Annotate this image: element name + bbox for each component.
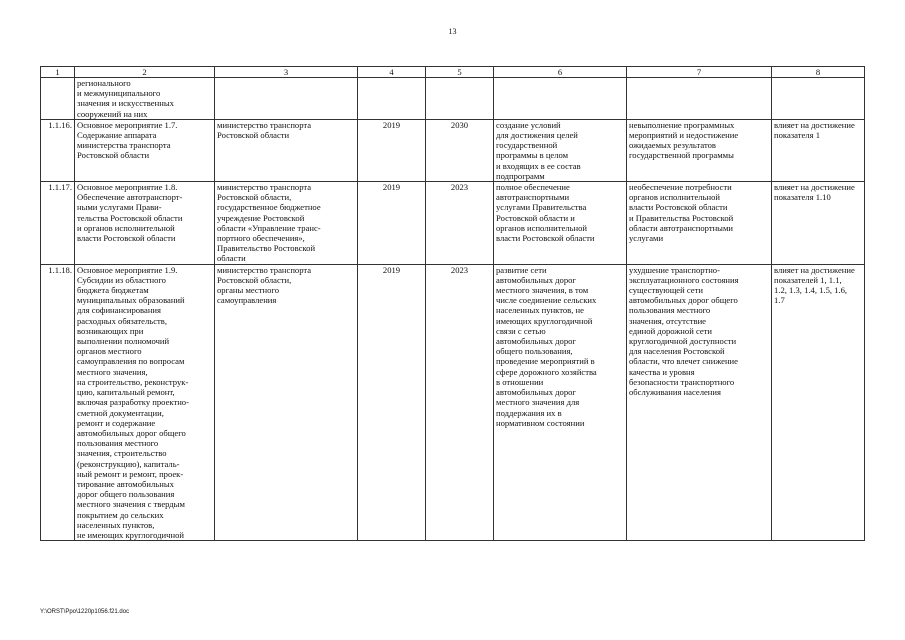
indicator-link-cell	[772, 78, 865, 120]
cell-line: и межмуниципального	[77, 88, 161, 99]
end-year-cell: 2023	[426, 182, 494, 265]
indicator-link-cell	[772, 119, 865, 181]
cell-line: тирование автомобильных	[77, 478, 174, 489]
cell-line: для населения Ростовской	[629, 346, 725, 357]
cell-line: значения, отсутствие	[629, 315, 706, 326]
cell-line: в отношении	[496, 376, 544, 387]
cell-line: полное обеспечение	[496, 182, 570, 193]
row-number-cell	[41, 78, 75, 120]
cell-line: влияет на достижение	[774, 182, 855, 193]
cell-line: государственной	[496, 140, 558, 151]
cell-line: существующей сети	[629, 285, 703, 296]
file-path-footer: Y:\ORST\Ppo\1220p1056.f21.doc	[40, 609, 130, 615]
cell-line: связи с сетью	[496, 325, 546, 336]
table-row	[41, 119, 865, 181]
cell-line: Ростовской области	[77, 150, 150, 161]
expected-result-cell	[494, 78, 627, 120]
cell-line: автотранспортными	[496, 192, 570, 203]
expected-result-cell	[494, 182, 627, 265]
measure-name-cell	[75, 182, 215, 265]
cell-line: не имеющих круглогодичной	[77, 529, 184, 540]
cell-line: влияет на достижение	[774, 264, 855, 275]
cell-line: сметной документации,	[77, 407, 164, 418]
measures-table	[40, 66, 865, 541]
cell-line: для достижения целей	[496, 130, 578, 141]
cell-line: местного значения для	[496, 397, 580, 408]
cell-line: поддержания их в	[496, 407, 562, 418]
cell-line: ожидаемых результатов	[629, 140, 716, 151]
executor-cell	[215, 78, 358, 120]
end-year-cell: 2030	[426, 119, 494, 181]
cell-line: местного значения с твердым	[77, 499, 185, 510]
cell-line: общего пользования,	[496, 346, 573, 357]
cell-line: государственной программы	[629, 150, 734, 161]
header-cell: 6	[494, 67, 627, 78]
cell-line: органы местного	[217, 285, 279, 296]
expected-result-cell	[494, 264, 627, 540]
table-row	[41, 264, 865, 540]
cell-line: услугами Правительства	[496, 202, 587, 213]
cell-line: (реконструкцию), капиталь-	[77, 458, 180, 469]
cell-line: Содержание аппарата	[77, 130, 157, 141]
executor-cell	[215, 264, 358, 540]
cell-line: бюджета бюджетам	[77, 285, 149, 296]
cell-line: возникающих при	[77, 325, 144, 336]
cell-line: области, что влечет снижение	[629, 356, 738, 367]
expected-result-cell	[494, 119, 627, 181]
cell-line: единой дорожной сети	[629, 325, 713, 336]
cell-line: министерство транспорта	[217, 119, 312, 130]
cell-line: значения и искусственных	[77, 98, 174, 109]
cell-line: власти Ростовской области	[496, 233, 595, 244]
cell-line: министерство транспорта	[217, 182, 312, 193]
cell-line: качества и уровня	[629, 366, 695, 377]
cell-line: 1.2, 1.3, 1.4, 1.5, 1.6,	[774, 285, 848, 296]
cell-line: портного обеспечения»,	[217, 233, 305, 244]
cell-line: власти Ростовской области	[629, 202, 728, 213]
cell-line: имеющих круглогодичной	[496, 315, 593, 326]
cell-line: расходных обязательств,	[77, 315, 167, 326]
cell-line: значения, строительство	[77, 448, 167, 459]
cell-line: развитие сети	[496, 264, 547, 275]
cell-line: и входящих в ее состав	[496, 160, 581, 171]
consequences-cell	[627, 78, 772, 120]
indicator-link-cell	[772, 182, 865, 265]
cell-line: власти Ростовской области	[77, 233, 176, 244]
cell-line: мероприятий и недостижение	[629, 130, 739, 141]
cell-line: Правительство Ростовской	[217, 243, 316, 254]
cell-line: обслуживания населения	[629, 387, 721, 398]
table-row	[41, 78, 865, 120]
cell-line: и Правительства Ростовской	[629, 212, 734, 223]
cell-line: местного значения, в том	[496, 285, 589, 296]
cell-line: безопасности транспортного	[629, 376, 735, 387]
header-cell: 5	[426, 67, 494, 78]
cell-line: муниципальных образований	[77, 295, 185, 306]
cell-line: местного значения,	[77, 366, 148, 377]
header-cell: 3	[215, 67, 358, 78]
cell-line: создание условий	[496, 119, 561, 130]
cell-line: выполнении полномочий	[77, 336, 170, 347]
start-year-cell	[358, 78, 426, 120]
cell-line: Субсидии из областного	[77, 274, 166, 285]
cell-line: услугами	[629, 233, 664, 244]
cell-line: министерство транспорта	[217, 264, 312, 275]
cell-line: Основное мероприятие 1.8.	[77, 182, 178, 193]
cell-line: для софинансирования	[77, 305, 161, 316]
cell-line: 1.7	[774, 295, 785, 306]
cell-line: автомобильных дорог	[496, 387, 576, 398]
cell-line: автомобильных дорог	[496, 274, 576, 285]
header-row	[41, 67, 865, 78]
row-number-cell: 1.1.16.	[41, 119, 75, 181]
cell-line: населенных пунктов, не	[496, 305, 584, 316]
header-cell: 8	[772, 67, 865, 78]
cell-line: Обеспечение автотранспорт-	[77, 192, 183, 203]
cell-line: ремонт и содержание	[77, 417, 156, 428]
cell-line: области «Управление транс-	[217, 222, 321, 233]
cell-line: ухудшение транспортно-	[629, 264, 720, 275]
cell-line: министерства транспорта	[77, 140, 171, 151]
header-cell: 1	[41, 67, 75, 78]
row-number-cell: 1.1.17.	[41, 182, 75, 265]
cell-line: эксплуатационного состояния	[629, 274, 739, 285]
cell-line: государственное бюджетное	[217, 202, 321, 213]
cell-line: круглогодичной доступности	[629, 336, 737, 347]
cell-line: необеспечение потребности	[629, 182, 732, 193]
cell-line: нормативном состоянии	[496, 417, 585, 428]
consequences-cell	[627, 264, 772, 540]
cell-line: автомобильных дорог общего	[629, 295, 738, 306]
cell-line: дорог общего пользования	[77, 489, 175, 500]
cell-line: показателя 1	[774, 130, 820, 141]
row-number-cell: 1.1.18.	[41, 264, 75, 540]
cell-line: Ростовской области	[217, 130, 290, 141]
page-number: 13	[448, 27, 457, 36]
cell-line: покрытием до сельских	[77, 509, 164, 520]
measure-name-cell	[75, 119, 215, 181]
cell-line: Ростовской области,	[217, 192, 292, 203]
cell-line: пользования местного	[77, 438, 159, 449]
executor-cell	[215, 182, 358, 265]
executor-cell	[215, 119, 358, 181]
cell-line: самоуправления	[217, 295, 277, 306]
cell-line: Основное мероприятие 1.9.	[77, 264, 178, 275]
cell-line: влияет на достижение	[774, 119, 855, 130]
cell-line: программы в целом	[496, 150, 569, 161]
cell-line: включая разработку проектно-	[77, 397, 189, 408]
consequences-cell	[627, 182, 772, 265]
cell-line: пользования местного	[629, 305, 711, 316]
measure-name-cell	[75, 78, 215, 120]
measure-name-cell	[75, 264, 215, 540]
cell-line: регионального	[77, 78, 131, 88]
cell-line: населенных пунктов,	[77, 519, 155, 530]
start-year-cell: 2019	[358, 119, 426, 181]
cell-line: органов исполнительной	[496, 222, 587, 233]
cell-line: сфере дорожного хозяйства	[496, 366, 597, 377]
cell-line: органов исполнительной	[629, 192, 720, 203]
cell-line: Основное мероприятие 1.7.	[77, 119, 178, 130]
cell-line: на строительство, реконструк-	[77, 376, 189, 387]
start-year-cell: 2019	[358, 264, 426, 540]
cell-line: невыполнение программных	[629, 119, 735, 130]
cell-line: Ростовской области,	[217, 274, 292, 285]
cell-line: числе соединение сельских	[496, 295, 597, 306]
header-cell: 2	[75, 67, 215, 78]
cell-line: и органов исполнительной	[77, 222, 175, 233]
cell-line: показателей 1, 1.1,	[774, 274, 842, 285]
cell-line: автомобильных дорог	[496, 336, 576, 347]
cell-line: ными услугами Прави-	[77, 202, 162, 213]
cell-line: автомобильных дорог общего	[77, 427, 186, 438]
table-row	[41, 182, 865, 265]
cell-line: органов местного	[77, 346, 142, 357]
cell-line: цию, капитальный ремонт,	[77, 387, 175, 398]
indicator-link-cell	[772, 264, 865, 540]
start-year-cell: 2019	[358, 182, 426, 265]
header-cell: 7	[627, 67, 772, 78]
cell-line: подпрограмм	[496, 170, 545, 181]
cell-line: области автотранспортными	[629, 222, 733, 233]
cell-line: самоуправления по вопросам	[77, 356, 185, 367]
cell-line: ный ремонт и ремонт, проек-	[77, 468, 184, 479]
cell-line: тельства Ростовской области	[77, 212, 183, 223]
cell-line: показателя 1.10	[774, 192, 831, 203]
cell-line: сооружений на них	[77, 108, 148, 119]
cell-line: учреждение Ростовской	[217, 212, 305, 223]
consequences-cell	[627, 119, 772, 181]
cell-line: Ростовской области и	[496, 212, 575, 223]
end-year-cell	[426, 78, 494, 120]
cell-line: проведение мероприятий в	[496, 356, 595, 367]
header-cell: 4	[358, 67, 426, 78]
end-year-cell: 2023	[426, 264, 494, 540]
cell-line: области	[217, 253, 246, 264]
